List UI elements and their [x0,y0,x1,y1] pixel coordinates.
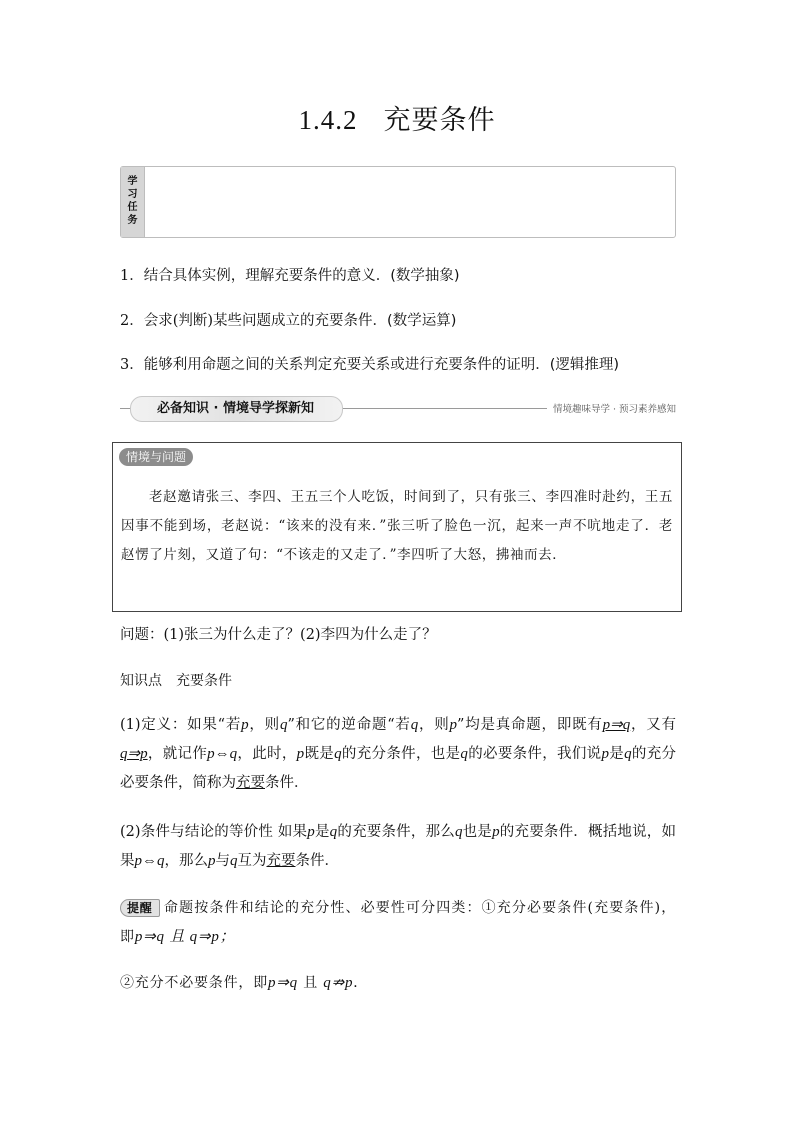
objective-2: 2．会求(判断)某些问题成立的充要条件．(数学运算) [120,313,457,329]
section-header [120,396,676,422]
equivalence-paragraph: (2)条件与结论的等价性 如果p是q的充要条件，那么q也是p的充要条件．概括地说，如果p⇔q，那么p与q互为充要条件． [120,824,677,869]
underlined-implication-2: q⇒p [120,746,148,762]
learning-task-box [120,166,676,238]
tip-paragraph: 提醒 命题按条件和结论的充分性、必要性可分四类：①充分必要条件(充要条件)，即p⇒q 且 q⇒p； [120,900,676,945]
question: 问题：(1)张三为什么走了？(2)李四为什么走了？ [120,627,437,643]
objective-1: 1．结合具体实例，理解充要条件的意义．(数学抽象) [120,268,460,284]
page-title [0,98,794,137]
section-subtitle: 情境趣味导学 · 预习素养感知 [547,401,676,415]
classification-item-2: ②充分不必要条件，即p⇒q 且 q⇏p． [120,975,369,991]
underlined-term-2: 充要 [266,853,296,869]
knowledge-point-heading: 知识点 充要条件 [120,673,232,689]
scenario-text: 老赵邀请张三、李四、王五三个人吃饭，时间到了，只有张三、李四准时赴约，王五因事不能到场，老赵说：“该来的没有来．”张三听了脸色一沉，起来一声不吭地走了．老赵愣了片刻，又道了句：“不该走的又走了．”李四听了大怒，拂袖而去． [121,489,673,563]
tip-tag: 提醒 [120,899,160,917]
section-number: 1.4.2 [298,105,358,135]
underlined-implication-1: p⇒q [602,717,631,733]
definition-paragraph: (1)定义：如果“若p，则q”和它的逆命题“若q，则p”均是真命题，即既有p⇒q，又有q⇒p，就记作p⇔q，此时，p既是q的充分条件，也是q的必要条件，我们说p是q的充分必要条件，简称为充要条件． [120,717,677,791]
section-title-pill: 必备知识 · 情境导学探新知 [130,396,343,422]
learning-task-tab: 学 习 任 务 [121,167,145,237]
section-title: 充要条件 [383,105,496,136]
underlined-term: 充要 [236,775,265,791]
scenario-tag: 情境与问题 [119,448,193,466]
scenario-box [112,442,682,612]
objective-3: 3．能够利用命题之间的关系判定充要关系或进行充要条件的证明．(逻辑推理) [120,357,620,373]
